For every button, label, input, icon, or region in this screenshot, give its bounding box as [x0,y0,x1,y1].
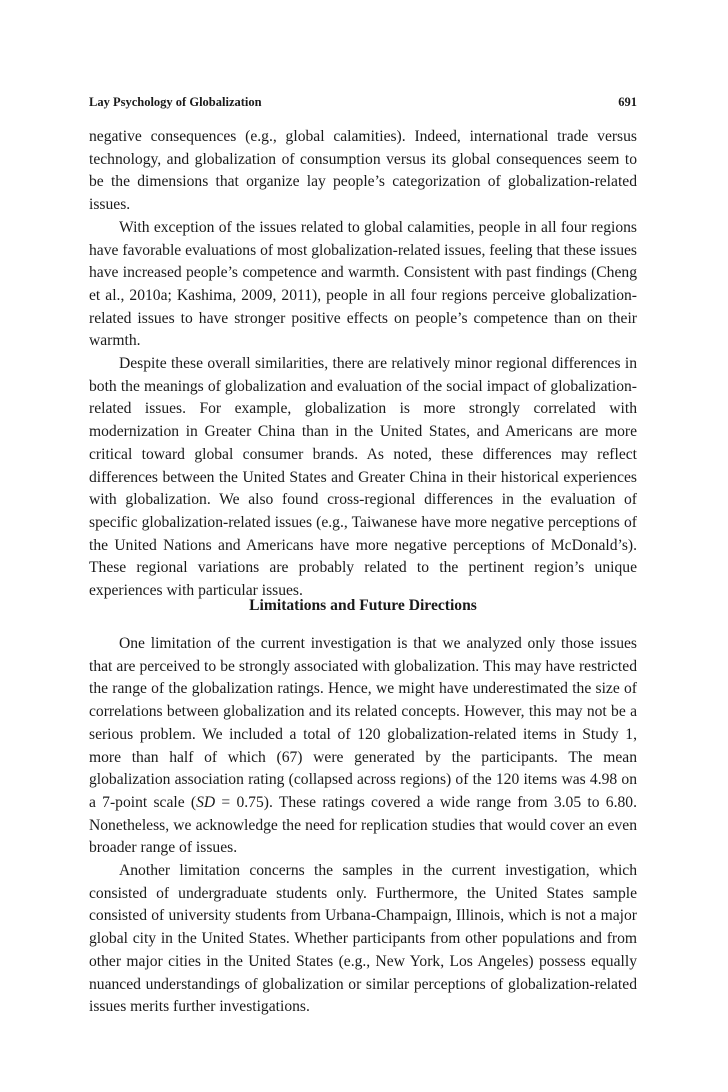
discussion-text [89,126,637,603]
text-run: = 0.75). These ratings covered a wide range from 3.05 to 6.80. Nonetheless, we acknowledge the need for replication studies that would cover an even broader range of issues. [89,793,637,857]
paragraph: With exception of the issues related to global calamities, people in all four regions have favorable evaluations of most globalization-related issues, feeling that these issues have increased people’s competence and warmth. Consistent with past findings (Cheng et al., 2010a; Kashima, 2009, 2011), people in all four regions perceive globalization-related issues to have stronger positive effects on people’s competence than on their warmth. [89,218,637,350]
paragraph: Another limitation concerns the samples in the current investigation, which consisted of undergraduate students only. Furthermore, the United States sample consisted of university students from Urbana-Champaign, Illinois, which is not a major global city in the United States. Whether participants from other populations and from other major cities in the United States (e.g., New York, Los Angeles) possess equally nuanced understandings of globalization or similar perceptions of globalization-related issues merits further investigations. [89,862,637,1016]
paragraph [89,633,637,860]
running-head [89,95,637,110]
sd-symbol: SD [196,793,216,811]
paragraph: negative consequences (e.g., global calamities). Indeed, international trade versus technology, and globalization of consumption versus its global consequences seem to be the dimensions that organize lay people’s categorization of globalization-related issues. [89,128,637,214]
limitations-text [89,633,637,1019]
page-number: 691 [618,95,637,109]
paragraph: Despite these overall similarities, there are relatively minor regional differences in both the meanings of globalization and evaluation of the social impact of globalization-related issues. For example, globalization is more strongly correlated with modernization in Greater China than in the United States, and Americans are more critical toward global consumer brands. As noted, these differences may reflect differences between the United States and Greater China in their historical experiences with globalization. We also found cross-regional differences in the evaluation of specific globalization-related issues (e.g., Taiwanese have more negative perceptions of the United Nations and Americans have more negative perceptions of McDonald’s). These regional variations are probably related to the pertinent region’s unique experiences with particular issues. [89,355,637,600]
text-run: One limitation of the current investigation is that we analyzed only those issues that are perceived to be strongly associated with globalization. This may have restricted the range of the globalization ratings. Hence, we might have underestimated the size of correlations between globalization and its related concepts. However, this may not be a serious problem. We included a total of 120 globalization-related items in Study 1, more than half of which (67) were generated by the participants. The mean globalization association rating (collapsed across regions) of the 120 items was 4.98 on a 7-point scale ( [89,635,637,811]
section-heading: Limitations and Future Directions [249,597,477,614]
running-head-title: Lay Psychology of Globalization [89,95,262,109]
